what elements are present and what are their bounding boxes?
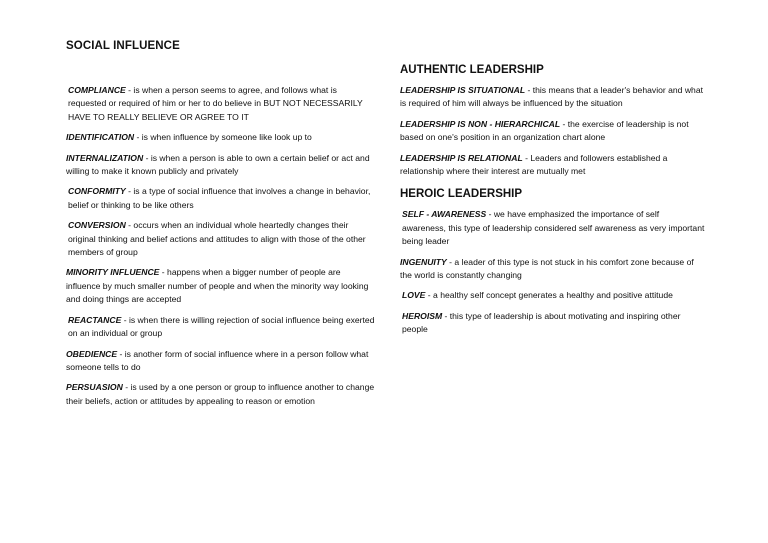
entry-conversion <box>66 219 376 259</box>
entry-text: - is used by a one person or group to influence another to change their beliefs, action or attitudes by appealing to reason or emotion <box>66 382 375 406</box>
entry-text: - is when a person is able to own a certain belief or act and willing to make it known publicly and privately <box>66 152 370 177</box>
entry-term: COMPLIANCE <box>68 85 126 95</box>
entry-term: IDENTIFICATION <box>66 132 135 143</box>
entry-reactance <box>66 314 376 341</box>
entry-text: - a healthy self concept generates a healthy and positive attitude <box>425 290 673 301</box>
entry-text: - is a type of social influence that involves a change in behavior, belief or thinking to be like others <box>68 186 371 210</box>
entry-term: REACTANCE <box>68 314 122 325</box>
entry-non-hierarchical <box>400 118 705 145</box>
entry-text: - this type of leadership is about motivating and inspiring other people <box>402 310 681 335</box>
entry-text: - is when influence by someone like look up to <box>134 132 312 143</box>
entry-relational <box>400 152 705 179</box>
entry-compliance <box>66 84 376 124</box>
entry-text: - the exercise of leadership is not based on one's position in an organization chart alone <box>400 118 689 143</box>
entry-term: LEADERSHIP IS RELATIONAL <box>400 152 523 163</box>
entry-term: CONFORMITY <box>68 186 126 197</box>
entry-text: - this means that a leader's behavior and what is required of him will always be influenced by the situation <box>400 85 704 109</box>
entry-ingenuity <box>400 256 705 283</box>
entry-term: CONVERSION <box>68 220 126 231</box>
entry-self-awareness <box>400 208 705 248</box>
entry-text: - Leaders and followers established a relationship where their interest are mutually met <box>400 152 668 177</box>
entry-situational <box>400 84 705 111</box>
section-title-authentic: AUTHENTIC LEADERSHIP <box>400 64 544 76</box>
entry-term: HEROISM <box>402 310 443 321</box>
page-title: SOCIAL INFLUENCE <box>66 40 180 52</box>
entry-term: INGENUITY <box>400 256 447 267</box>
entry-heroism <box>400 310 705 337</box>
entry-term: INTERNALIZATION <box>66 152 144 163</box>
entry-text: - we have emphasized the importance of self awareness, this type of leadership considered self awareness as very important being leader <box>402 209 705 247</box>
entry-term: MINORITY INFLUENCE <box>66 267 160 278</box>
entry-text: - a leader of this type is not stuck in his comfort zone because of the world is constantly changing <box>400 256 694 281</box>
entry-obedience <box>66 348 376 375</box>
entry-term: OBEDIENCE <box>66 348 118 359</box>
entry-text: - is when there is willing rejection of social influence being exerted on an individual or group <box>68 314 375 339</box>
entry-identification <box>66 131 376 144</box>
entry-term: LEADERSHIP IS SITUATIONAL <box>400 85 526 95</box>
leadership-column <box>400 64 705 344</box>
entry-term: SELF - AWARENESS <box>402 209 487 220</box>
entry-term: PERSUASION <box>66 382 123 393</box>
section-title-heroic: HEROIC LEADERSHIP <box>400 188 523 201</box>
authentic-leadership-section <box>400 64 705 178</box>
social-influence-column <box>66 40 376 415</box>
entry-term: LOVE <box>402 290 426 301</box>
heroic-leadership-section <box>400 188 705 336</box>
social-influence-list <box>66 84 376 408</box>
entry-text: - is another form of social influence where in a person follow what someone tells to do <box>66 348 369 372</box>
entry-term: LEADERSHIP IS NON - HIERARCHICAL <box>400 118 561 129</box>
entry-text: - is when a person seems to agree, and follows what is requested or required of him or her to do believe in BUT NOT NECESSARILY HAVE TO REALLY BELIEVE OR AGREE TO IT <box>68 85 363 122</box>
entry-conformity <box>66 185 376 212</box>
entry-persuasion <box>66 381 376 408</box>
entry-internalization <box>66 152 376 179</box>
entry-text: - occurs when an individual whole heartedly changes their original thinking and belief actions and attitudes to align with those of the other members of group <box>68 220 366 258</box>
entry-love <box>400 289 705 302</box>
entry-minority-influence <box>66 266 376 306</box>
entry-text: - happens when a bigger number of people are influence by much smaller number of people and when the minority way looking and doing things are accepted <box>66 267 369 305</box>
